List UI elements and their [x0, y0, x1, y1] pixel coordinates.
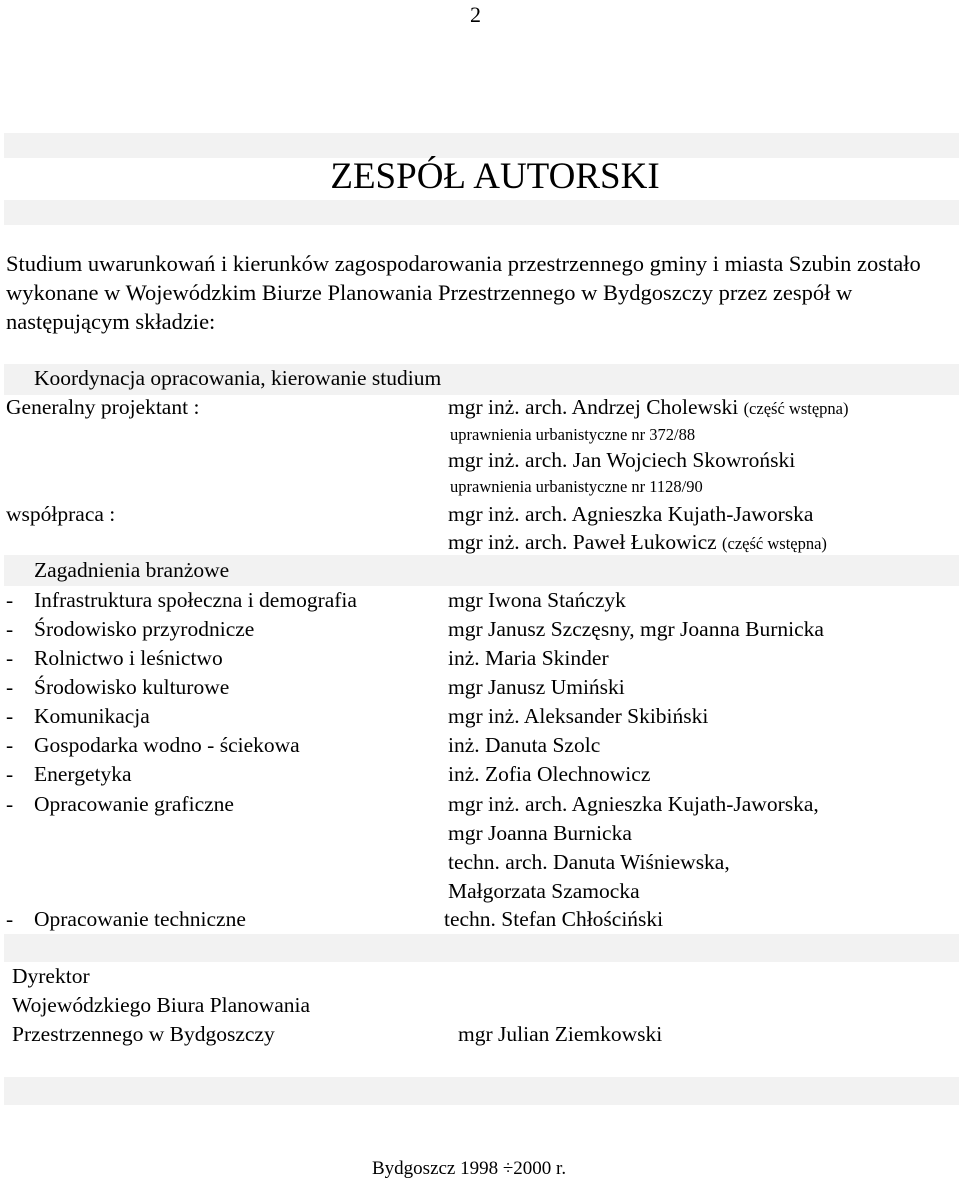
designer-1-name: mgr inż. arch. Andrzej Cholewski — [448, 395, 739, 419]
graphic-person: mgr Joanna Burnicka — [448, 821, 632, 845]
director-name: mgr Julian Ziemkowski — [458, 1022, 663, 1046]
section-person: mgr Janusz Umiński — [448, 675, 625, 699]
section-row: - Środowisko kulturowe — [6, 675, 230, 699]
section-topic: Gospodarka wodno - ściekowa — [34, 733, 300, 757]
designer-1 — [448, 395, 848, 420]
section-row: - Infrastruktura społeczna i demografia — [6, 588, 357, 612]
cooperator-2-note: (część wstępna) — [722, 534, 827, 553]
section-topic: Energetyka — [34, 762, 132, 786]
graphic-person: mgr inż. arch. Agnieszka Kujath-Jaworska, — [448, 792, 819, 816]
section-row: - Środowisko przyrodnicze — [6, 617, 255, 641]
sections-heading: Zagadnienia branżowe — [34, 558, 230, 582]
designer-1-note: (część wstępna) — [743, 399, 849, 418]
cooperator-2-name: mgr inż. arch. Paweł Łukowicz — [448, 530, 717, 554]
section-topic: Infrastruktura społeczna i demografia — [34, 588, 357, 612]
graphic-person: techn. arch. Danuta Wiśniewska, — [448, 850, 730, 874]
footer-place-date: Bydgoszcz 1998 ÷2000 r. — [372, 1158, 567, 1179]
section-topic: Komunikacja — [34, 704, 150, 728]
technical-row: - Opracowanie techniczne — [6, 907, 246, 931]
title-band-bottom — [4, 200, 959, 225]
general-designer-label: Generalny projektant : — [6, 395, 200, 419]
section-person: mgr Janusz Szczęsny, mgr Joanna Burnicka — [448, 617, 824, 641]
section-person: mgr inż. Aleksander Skibiński — [448, 704, 709, 728]
coordination-heading: Koordynacja opracowania, kierowanie studium — [34, 366, 442, 390]
graphic-person: Małgorzata Szamocka — [448, 879, 640, 903]
section-topic: Rolnictwo i leśnictwo — [34, 646, 223, 670]
section-person: inż. Maria Skinder — [448, 646, 609, 670]
director-office-line1: Wojewódzkiego Biura Planowania — [12, 993, 310, 1017]
intro-paragraph: Studium uwarunkowań i kierunków zagospodarowania przestrzennego gminy i miasta Szubin zostało wykonane w Wojewódzkim Biurze Planowania Przestrzennego w Bydgoszczy przez zespół w następującym składzie: — [6, 251, 921, 334]
director-band-bottom — [4, 1077, 959, 1105]
section-person: mgr Iwona Stańczyk — [448, 588, 626, 612]
director-title: Dyrektor — [12, 964, 90, 988]
designer-2-name: mgr inż. arch. Jan Wojciech Skowroński — [448, 448, 796, 472]
section-person: inż. Danuta Szolc — [448, 733, 601, 757]
section-row: - Rolnictwo i leśnictwo — [6, 646, 223, 670]
cooperation-label: współpraca : — [6, 502, 116, 526]
director-band-top — [4, 934, 959, 962]
designer-1-permission: uprawnienia urbanistyczne nr 372/88 — [450, 425, 696, 444]
technical-topic: Opracowanie techniczne — [34, 907, 246, 931]
section-topic: Środowisko kulturowe — [34, 675, 230, 699]
section-row: - Gospodarka wodno - ściekowa — [6, 733, 300, 757]
designer-2-permission: uprawnienia urbanistyczne nr 1128/90 — [450, 477, 703, 496]
page-number: 2 — [470, 2, 481, 27]
page-title: ZESPÓŁ AUTORSKI — [330, 156, 660, 197]
technical-person: techn. Stefan Chłościński — [444, 907, 664, 931]
graphic-row: - Opracowanie graficzne — [6, 792, 234, 816]
cooperator-2 — [448, 530, 827, 555]
section-person: inż. Zofia Olechnowicz — [448, 762, 651, 786]
section-row: - Komunikacja — [6, 704, 150, 728]
section-topic: Środowisko przyrodnicze — [34, 617, 255, 641]
director-office-line2: Przestrzennego w Bydgoszczy — [12, 1022, 275, 1046]
cooperator-1-name: mgr inż. arch. Agnieszka Kujath-Jaworska — [448, 502, 814, 526]
section-row: - Energetyka — [6, 762, 132, 786]
graphic-topic: Opracowanie graficzne — [34, 792, 234, 816]
